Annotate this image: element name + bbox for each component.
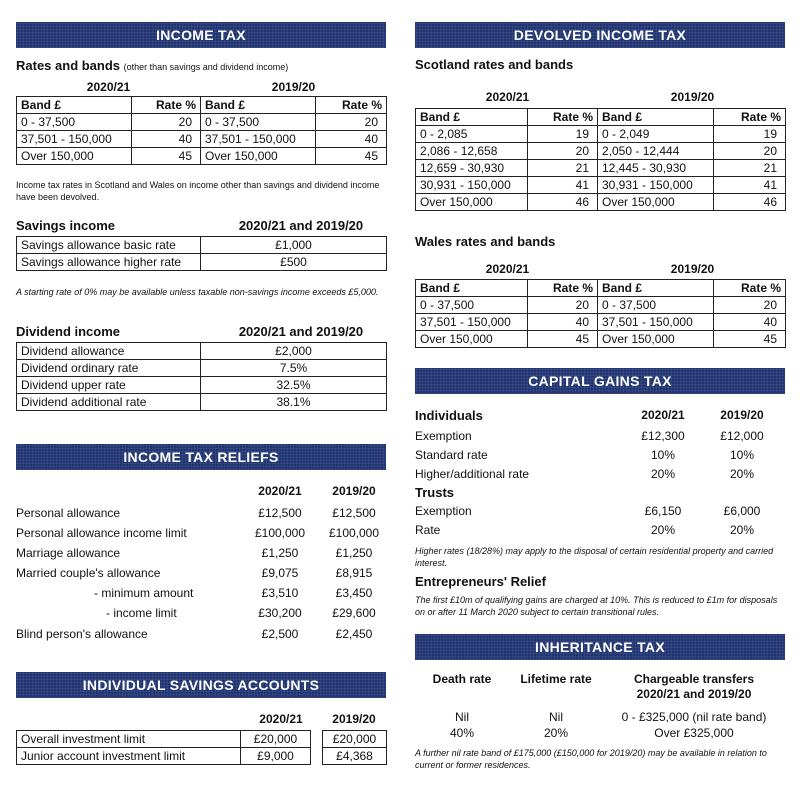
entrepreneurs-title: Entrepreneurs' Relief xyxy=(415,574,546,589)
table-row xyxy=(17,131,387,148)
list-item xyxy=(16,564,386,582)
rate-cell: 19 xyxy=(528,126,598,143)
list-item xyxy=(415,427,785,445)
band-cell: 30,931 - 150,000 xyxy=(416,177,528,194)
value-cell: £1,000 xyxy=(201,237,387,254)
cgt-value-a: 20% xyxy=(650,523,676,537)
cgt-value-b: 20% xyxy=(729,523,755,537)
band-cell: Over 150,000 xyxy=(416,331,528,348)
cgt-label: Rate xyxy=(415,523,441,537)
wales-title: Wales rates and bands xyxy=(415,234,556,249)
label-cell: Dividend allowance xyxy=(17,343,201,360)
list-item xyxy=(16,504,386,522)
cgt-year-b: 2019/20 xyxy=(720,408,764,422)
band-cell: 30,931 - 150,000 xyxy=(598,177,714,194)
dividend-table xyxy=(16,342,387,411)
col-band: Band £ xyxy=(598,280,714,297)
rate-cell: 40 xyxy=(132,131,201,148)
table-row xyxy=(17,114,387,131)
rate-cell: 21 xyxy=(714,160,786,177)
relief-label: Personal allowance xyxy=(16,506,121,520)
cgt-value-a: 10% xyxy=(650,448,676,462)
relief-value-a: £9,075 xyxy=(261,566,299,580)
list-item xyxy=(415,465,785,483)
isa-year-b: 2019/20 xyxy=(332,712,376,726)
value-cell: £20,000 xyxy=(323,731,387,748)
rate-cell: 20 xyxy=(528,297,598,314)
list-item xyxy=(16,584,386,602)
savings-years: 2020/21 and 2019/20 xyxy=(238,218,364,233)
table-row xyxy=(416,160,786,177)
savings-title: Savings income xyxy=(16,218,115,233)
col-rate: Rate % xyxy=(528,109,598,126)
band-cell: Over 150,000 xyxy=(17,148,132,165)
iht-banner: INHERITANCE TAX xyxy=(415,634,785,660)
col-rate: Rate % xyxy=(714,280,786,297)
table-row xyxy=(17,237,387,254)
wales-year-b: 2019/20 xyxy=(670,262,715,276)
list-item xyxy=(16,544,386,562)
relief-value-b: £1,250 xyxy=(335,546,373,560)
relief-value-a: £30,200 xyxy=(258,606,302,620)
rate-cell: 20 xyxy=(528,143,598,160)
label-cell: Dividend additional rate xyxy=(17,394,201,411)
rate-cell: 40 xyxy=(316,131,387,148)
band-cell: Over 150,000 xyxy=(201,148,316,165)
scot-year-a: 2020/21 xyxy=(485,90,530,104)
devolved-banner: DEVOLVED INCOME TAX xyxy=(415,22,785,48)
relief-label: Personal allowance income limit xyxy=(16,526,187,540)
table-header-row xyxy=(416,280,786,297)
cgt-value-b: £6,000 xyxy=(723,504,761,518)
col-band: Band £ xyxy=(17,97,132,114)
scotland-rates-table xyxy=(415,108,786,211)
rates-bands-subtitle: (other than savings and dividend income) xyxy=(123,62,289,72)
relief-label: - minimum amount xyxy=(94,586,194,600)
rate-cell: 45 xyxy=(528,331,598,348)
rates-bands-heading: Rates and bands xyxy=(16,58,121,73)
table-row xyxy=(17,254,387,271)
iht-col-transfers-title: Chargeable transfers xyxy=(633,672,755,686)
value-cell: £9,000 xyxy=(241,748,311,765)
col-rate: Rate % xyxy=(714,109,786,126)
rate-cell: 20 xyxy=(316,114,387,131)
table-row xyxy=(416,297,786,314)
iht-death: 40% xyxy=(449,726,475,740)
col-band: Band £ xyxy=(416,280,528,297)
col-rate: Rate % xyxy=(528,280,598,297)
relief-value-b: £12,500 xyxy=(332,506,376,520)
scotland-title: Scotland rates and bands xyxy=(415,57,574,72)
relief-value-a: £12,500 xyxy=(258,506,302,520)
cgt-value-a: 20% xyxy=(650,467,676,481)
value-cell: 7.5% xyxy=(201,360,387,377)
band-cell: Over 150,000 xyxy=(598,331,714,348)
list-item xyxy=(16,524,386,542)
rate-cell: 45 xyxy=(714,331,786,348)
label-cell: Overall investment limit xyxy=(17,731,241,748)
savings-table xyxy=(16,236,387,271)
iht-lifetime: Nil xyxy=(549,710,563,724)
label-cell: Savings allowance basic rate xyxy=(17,237,201,254)
cgt-banner: CAPITAL GAINS TAX xyxy=(415,368,785,394)
label-cell: Junior account investment limit xyxy=(17,748,241,765)
table-row xyxy=(416,126,786,143)
reliefs-year-b: 2019/20 xyxy=(332,484,376,498)
list-item xyxy=(16,604,386,622)
income-tax-rates-table xyxy=(16,96,387,165)
value-cell: £2,000 xyxy=(201,343,387,360)
cgt-label: Higher/additional rate xyxy=(415,467,530,481)
dividend-title: Dividend income xyxy=(16,324,121,339)
col-band: Band £ xyxy=(598,109,714,126)
band-cell: 37,501 - 150,000 xyxy=(201,131,316,148)
value-cell: 38.1% xyxy=(201,394,387,411)
table-row xyxy=(416,194,786,211)
table-header-row xyxy=(416,109,786,126)
relief-label: Marriage allowance xyxy=(16,546,121,560)
cgt-individuals-title: Individuals xyxy=(415,408,483,423)
table-header-row xyxy=(17,97,387,114)
band-cell: Over 150,000 xyxy=(598,194,714,211)
label-cell: Savings allowance higher rate xyxy=(17,254,201,271)
relief-value-a: £1,250 xyxy=(261,546,299,560)
list-item xyxy=(415,724,785,742)
scot-year-b: 2019/20 xyxy=(670,90,715,104)
cgt-value-b: £12,000 xyxy=(720,429,764,443)
iht-col-death: Death rate xyxy=(432,672,492,686)
relief-value-a: £2,500 xyxy=(261,627,299,641)
rate-cell: 21 xyxy=(528,160,598,177)
wales-year-a: 2020/21 xyxy=(485,262,530,276)
it-year-a: 2020/21 xyxy=(86,80,131,94)
rate-cell: 41 xyxy=(714,177,786,194)
relief-label: - income limit xyxy=(106,606,177,620)
spacer-cell xyxy=(311,731,323,748)
rate-cell: 20 xyxy=(714,143,786,160)
band-cell: 37,501 - 150,000 xyxy=(416,314,528,331)
rate-cell: 45 xyxy=(132,148,201,165)
table-row xyxy=(17,748,387,765)
table-row xyxy=(416,331,786,348)
table-row xyxy=(17,360,387,377)
iht-transfers: 0 - £325,000 (nil rate band) xyxy=(621,710,767,724)
cgt-year-a: 2020/21 xyxy=(641,408,685,422)
band-cell: 12,445 - 30,930 xyxy=(598,160,714,177)
table-row xyxy=(17,148,387,165)
relief-value-b: £100,000 xyxy=(328,526,380,540)
spacer-cell xyxy=(311,748,323,765)
band-cell: 0 - 37,500 xyxy=(17,114,132,131)
relief-value-b: £29,600 xyxy=(332,606,376,620)
value-cell: 32.5% xyxy=(201,377,387,394)
value-cell: £4,368 xyxy=(323,748,387,765)
rates-bands-title xyxy=(16,58,288,73)
table-row xyxy=(17,343,387,360)
table-row xyxy=(416,143,786,160)
cgt-value-b: 10% xyxy=(729,448,755,462)
cgt-value-b: 20% xyxy=(729,467,755,481)
iht-col-transfers-years: 2020/21 and 2019/20 xyxy=(636,687,752,701)
reliefs-year-a: 2020/21 xyxy=(258,484,302,498)
rate-cell: 20 xyxy=(714,297,786,314)
rate-cell: 19 xyxy=(714,126,786,143)
list-item xyxy=(415,502,785,520)
relief-label: Married couple's allowance xyxy=(16,566,161,580)
entrepreneurs-note: The first £10m of qualifying gains are charged at 10%. This is reduced to £1m for disposals on or after 11 March 2020 subject to certain transitional rules. xyxy=(415,595,778,617)
cgt-value-a: £6,150 xyxy=(644,504,682,518)
band-cell: Over 150,000 xyxy=(416,194,528,211)
table-row xyxy=(17,731,387,748)
rate-cell: 40 xyxy=(714,314,786,331)
rate-cell: 40 xyxy=(528,314,598,331)
col-rate: Rate % xyxy=(132,97,201,114)
relief-value-b: £2,450 xyxy=(335,627,373,641)
band-cell: 0 - 37,500 xyxy=(201,114,316,131)
value-cell: £500 xyxy=(201,254,387,271)
cgt-trusts-title: Trusts xyxy=(415,485,455,500)
iht-lifetime: 20% xyxy=(543,726,569,740)
cgt-value-a: £12,300 xyxy=(641,429,685,443)
iht-col-lifetime: Lifetime rate xyxy=(520,672,592,686)
it-year-b: 2019/20 xyxy=(271,80,316,94)
rate-cell: 45 xyxy=(316,148,387,165)
relief-value-b: £8,915 xyxy=(335,566,373,580)
relief-value-b: £3,450 xyxy=(335,586,373,600)
wales-rates-table xyxy=(415,279,786,348)
cgt-note: Higher rates (18/28%) may apply to the disposal of certain residential property and carried interest. xyxy=(415,546,774,568)
iht-note: A further nil rate band of £175,000 (£150,000 for 2019/20) may be available in relation to current or former residences. xyxy=(415,748,767,770)
reliefs-banner: INCOME TAX RELIEFS xyxy=(16,444,386,470)
band-cell: 0 - 37,500 xyxy=(598,297,714,314)
rate-cell: 46 xyxy=(528,194,598,211)
table-row xyxy=(17,394,387,411)
band-cell: 2,050 - 12,444 xyxy=(598,143,714,160)
band-cell: 0 - 2,049 xyxy=(598,126,714,143)
devolved-note: Income tax rates in Scotland and Wales on income other than savings and dividend income have been devolved. xyxy=(16,180,380,202)
isa-banner: INDIVIDUAL SAVINGS ACCOUNTS xyxy=(16,672,386,698)
isa-table xyxy=(16,730,387,765)
band-cell: 2,086 - 12,658 xyxy=(416,143,528,160)
cgt-label: Exemption xyxy=(415,504,472,518)
band-cell: 0 - 37,500 xyxy=(416,297,528,314)
band-cell: 37,501 - 150,000 xyxy=(598,314,714,331)
label-cell: Dividend upper rate xyxy=(17,377,201,394)
table-row xyxy=(416,177,786,194)
cgt-label: Exemption xyxy=(415,429,472,443)
iht-col-transfers xyxy=(603,672,785,702)
band-cell: 37,501 - 150,000 xyxy=(17,131,132,148)
table-row xyxy=(17,377,387,394)
list-item xyxy=(415,446,785,464)
table-row xyxy=(416,314,786,331)
iht-death: Nil xyxy=(455,710,469,724)
rate-cell: 20 xyxy=(132,114,201,131)
iht-transfers: Over £325,000 xyxy=(654,726,734,740)
band-cell: 0 - 2,085 xyxy=(416,126,528,143)
rate-cell: 46 xyxy=(714,194,786,211)
isa-year-a: 2020/21 xyxy=(259,712,303,726)
rate-cell: 41 xyxy=(528,177,598,194)
relief-label: Blind person's allowance xyxy=(16,627,148,641)
savings-note: A starting rate of 0% may be available unless taxable non-savings income exceeds £5,000. xyxy=(16,287,379,297)
relief-value-a: £3,510 xyxy=(261,586,299,600)
list-item xyxy=(415,521,785,539)
label-cell: Dividend ordinary rate xyxy=(17,360,201,377)
list-item xyxy=(16,625,386,643)
value-cell: £20,000 xyxy=(241,731,311,748)
band-cell: 12,659 - 30,930 xyxy=(416,160,528,177)
dividend-years: 2020/21 and 2019/20 xyxy=(238,324,364,339)
cgt-label: Standard rate xyxy=(415,448,488,462)
relief-value-a: £100,000 xyxy=(254,526,306,540)
col-band: Band £ xyxy=(416,109,528,126)
income-tax-banner: INCOME TAX xyxy=(16,22,386,48)
col-band: Band £ xyxy=(201,97,316,114)
col-rate: Rate % xyxy=(316,97,387,114)
